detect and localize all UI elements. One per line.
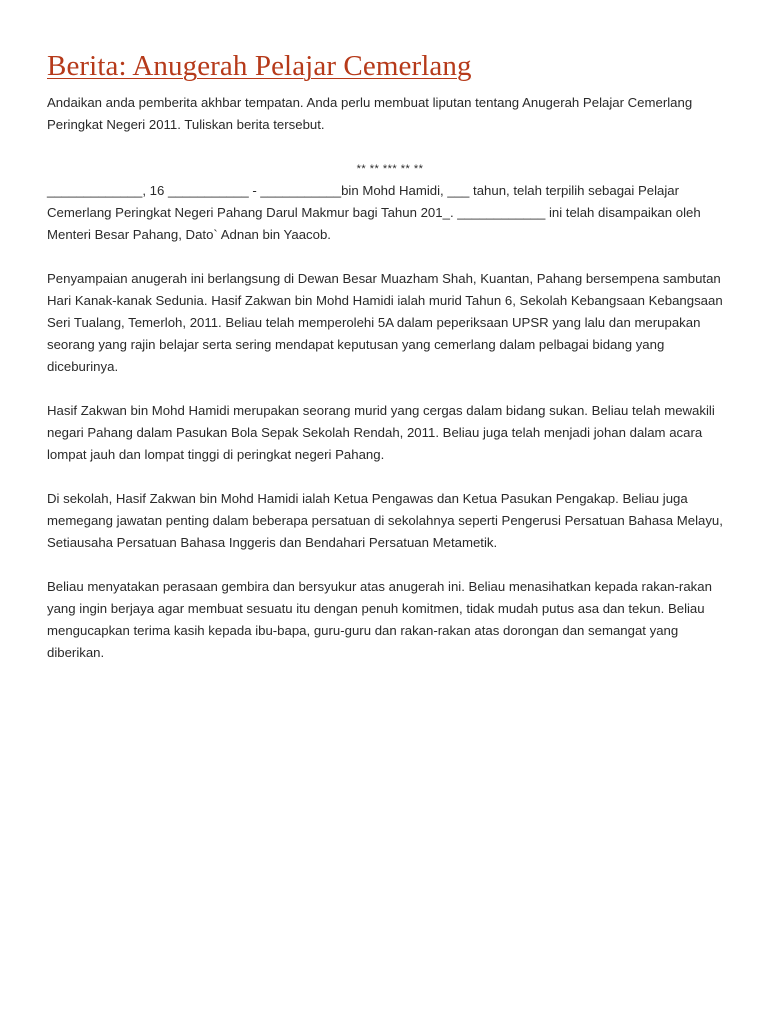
spacer <box>47 466 733 488</box>
paragraph-1: _____________, 16 ___________ - ___________bin Mohd Hamidi, ___ tahun, telah terpilih sebagai Pelajar Cemerlang Peringkat Negeri Pahang Darul Makmur bagi Tahun 201_. ____________ ini telah disampaikan oleh Menteri Besar Pahang, Dato` Adnan bin Yaacob. <box>47 183 701 242</box>
paragraph-3: Hasif Zakwan bin Mohd Hamidi merupakan seorang murid yang cergas dalam bidang sukan. Beliau telah mewakili negari Pahang dalam Pasukan Bola Sepak Sekolah Rendah, 2011. Beliau juga telah menjadi johan dalam acara lompat jauh dan lompat tinggi di peringkat negeri Pahang. <box>47 403 715 462</box>
paragraph-2: Penyampaian anugerah ini berlangsung di Dewan Besar Muazham Shah, Kuantan, Pahang bersempena sambutan Hari Kanak-kanak Sedunia. Hasif Zakwan bin Mohd Hamidi ialah murid Tahun 6, Sekolah Kebangsaan Kebangsaan Seri Tualang, Temerloh, 2011. Beliau telah memperolehi 5A dalam peperiksaan UPSR yang lalu dan merupakan seorang yang rajin belajar serta sering mendapat keputusan yang cemerlang dalam pelbagai bidang yang diceburinya. <box>47 271 723 374</box>
instructions-text: Andaikan anda pemberita akhbar tempatan. Anda perlu membuat liputan tentang Anugerah Pelajar Cemerlang Peringkat Negeri 2011. Tuliskan berita tersebut. <box>47 95 693 132</box>
section-separator: ** ** *** ** ** <box>356 163 424 175</box>
page-title: Berita: Anugerah Pelajar Cemerlang <box>47 50 472 82</box>
spacer <box>47 136 733 158</box>
spacer <box>47 246 733 268</box>
spacer <box>47 378 733 400</box>
document-page <box>47 48 733 664</box>
spacer <box>47 554 733 576</box>
paragraph-5: Beliau menyatakan perasaan gembira dan bersyukur atas anugerah ini. Beliau menasihatkan kepada rakan-rakan yang ingin berjaya agar membuat sesuatu itu dengan penuh komitmen, tidak mudah putus asa dan tekun. Beliau mengucapkan terima kasih kepada ibu-bapa, guru-guru dan rakan-rakan atas dorongan dan semangat yang diberikan. <box>47 579 712 660</box>
paragraph-4: Di sekolah, Hasif Zakwan bin Mohd Hamidi ialah Ketua Pengawas dan Ketua Pasukan Pengakap. Beliau juga memegang jawatan penting dalam beberapa persatuan di sekolahnya seperti Pengerusi Persatuan Bahasa Melayu, Setiausaha Persatuan Bahasa Inggeris dan Bendahari Persatuan Metametik. <box>47 491 723 550</box>
